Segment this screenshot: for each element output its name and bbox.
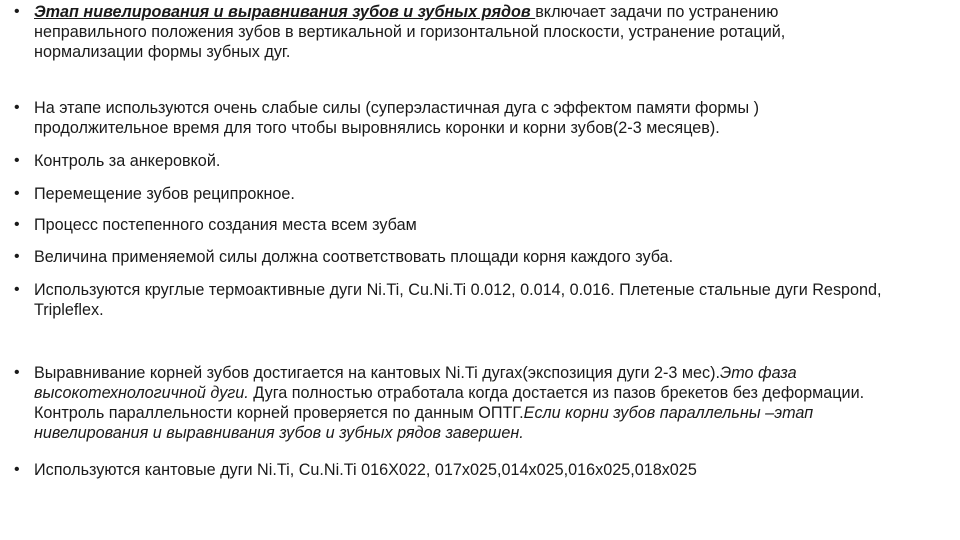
stage-description: включает задачи по устранению неправильного положения зубов в вертикальной и горизонтальной плоскости, устранение ротаций, нормализации формы зубных дуг. xyxy=(34,3,786,61)
root-alignment-text: Выравнивание корней зубов достигается на кантовых Ni.Ti дугах(экспозиция дуги 2-3 мес). xyxy=(34,364,721,382)
list-item-round-wires xyxy=(14,280,894,320)
stage-title: Этап нивелирования и выравнивания зубов и зубных рядов xyxy=(34,3,536,21)
phase-note: Это фаза высокотехнологичной дуги. xyxy=(34,364,797,402)
wire-control-text: Дуга полностью отработала когда достается из пазов брекетов без деформации. Контроль параллельности корней проверяется по данным ОПТГ. xyxy=(34,384,865,422)
bullet-icon: • xyxy=(14,185,20,202)
bullet-icon: • xyxy=(14,3,20,20)
list-item-force-magnitude xyxy=(14,247,894,267)
item-text xyxy=(34,2,894,62)
item-text: Контроль за анкеровкой. xyxy=(34,152,221,170)
item-text: Используются кантовые дуги Ni.Ti, Cu.Ni.Ti 016Х022, 017х025,014х025,016х025,018х025 xyxy=(34,461,697,479)
list-item-root-alignment xyxy=(14,363,894,443)
item-text xyxy=(34,363,894,443)
item-text: Величина применяемой силы должна соответствовать площади корня каждого зуба. xyxy=(34,248,674,266)
bullet-icon: • xyxy=(14,99,20,116)
list-item-weak-forces xyxy=(14,98,894,138)
list-item-reciprocal xyxy=(14,184,894,204)
stage-complete-note: Если корни зубов параллельны –этап нивелирования и выравнивания зубов и зубных рядов завершен. xyxy=(34,404,814,442)
item-text: На этапе используются очень слабые силы (суперэластичная дуга с эффектом памяти формы ) продолжительное время для того чтобы выровнялись коронки и корни зубов(2-3 месяцев). xyxy=(34,99,760,137)
bullet-icon: • xyxy=(14,216,20,233)
bullet-icon: • xyxy=(14,461,20,478)
bullet-icon: • xyxy=(14,281,20,298)
list-item-rectangular-wires xyxy=(14,460,894,480)
bullet-icon: • xyxy=(14,248,20,265)
item-text: Процесс постепенного создания места всем зубам xyxy=(34,216,417,234)
list-item-anchorage xyxy=(14,151,894,171)
bullet-icon: • xyxy=(14,364,20,381)
item-text: Перемещение зубов реципрокное. xyxy=(34,185,295,203)
list-item-space-creation xyxy=(14,215,894,235)
bullet-icon: • xyxy=(14,152,20,169)
item-text: Используются круглые термоактивные дуги Ni.Ti, Cu.Ni.Ti 0.012, 0.014, 0.016. Плетеные стальные дуги Respond, Tripleflex. xyxy=(34,281,882,319)
list-item-leveling-stage xyxy=(14,2,894,62)
